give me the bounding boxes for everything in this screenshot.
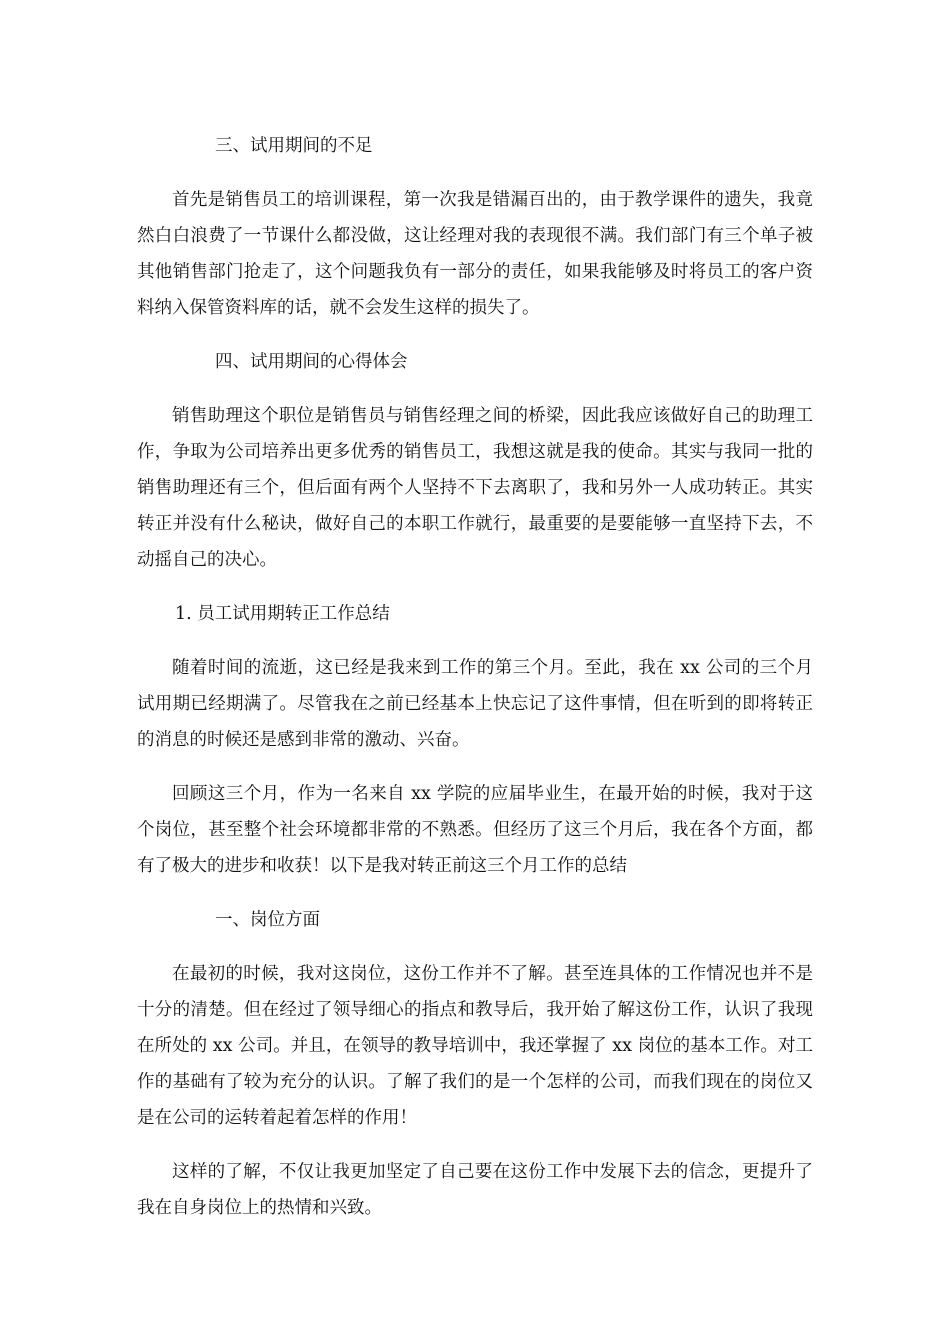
section-heading-position: 一、岗位方面: [215, 910, 320, 930]
paragraph-review: 回顾这三个月，作为一名来自 xx 学院的应届毕业生，在最开始的时候，我对于这个岗位，甚至整个社会环境都非常的不熟悉。但经历了这三个月后，我在各个方面，都有了极大的进步和收获！以下是我对转正前这三个月工作的总结: [137, 784, 813, 876]
section-heading-experience: 四、试用期间的心得体会: [215, 352, 408, 372]
paragraph-time-passing: 随着时间的流逝，这已经是我来到工作的第三个月。至此，我在 xx 公司的三个月试用期已经期满了。尽管我在之前已经基本上快忘记了这件事情，但在听到的即将转正的消息的时候还是感到非常的激动、兴奋。: [137, 658, 813, 750]
paragraph-experience: 销售助理这个职位是销售员与销售经理之间的桥梁，因此我应该做好自己的助理工作，争取为公司培养出更多优秀的销售员工，我想这就是我的使命。其实与我同一批的销售助理还有三个，但后面有两个人坚持不下去离职了，我和另外一人成功转正。其实转正并没有什么秘诀，做好自己的本职工作就行，最重要的是要能够一直坚持下去，不动摇自己的决心。: [137, 406, 813, 570]
paragraph-conclusion: 这样的了解，不仅让我更加坚定了自己要在这份工作中发展下去的信念，更提升了我在自身岗位上的热情和兴致。: [137, 1162, 813, 1218]
document-body: [137, 128, 813, 1244]
section-heading-summary-title: 1. 员工试用期转正工作总结: [175, 604, 390, 624]
section-heading-shortcomings: 三、试用期间的不足: [215, 136, 373, 156]
paragraph-shortcomings: 首先是销售员工的培训课程，第一次我是错漏百出的，由于教学课件的遗失，我竟然白白浪费了一节课什么都没做，这让经理对我的表现很不满。我们部门有三个单子被其他销售部门抢走了，这个问题我负有一部分的责任，如果我能够及时将员工的客户资料纳入保管资料库的话，就不会发生这样的损失了。: [137, 190, 813, 318]
paragraph-position-detail: 在最初的时候，我对这岗位，这份工作并不了解。甚至连具体的工作情况也并不是十分的清楚。但在经过了领导细心的指点和教导后，我开始了解这份工作，认识了我现在所处的 xx 公司。并且，在领导的教导培训中，我还掌握了 xx 岗位的基本工作。对工作的基础有了较为充分的认识。了解了我们的是一个怎样的公司，而我们现在的岗位又是在公司的运转着起着怎样的作用！: [137, 964, 813, 1128]
